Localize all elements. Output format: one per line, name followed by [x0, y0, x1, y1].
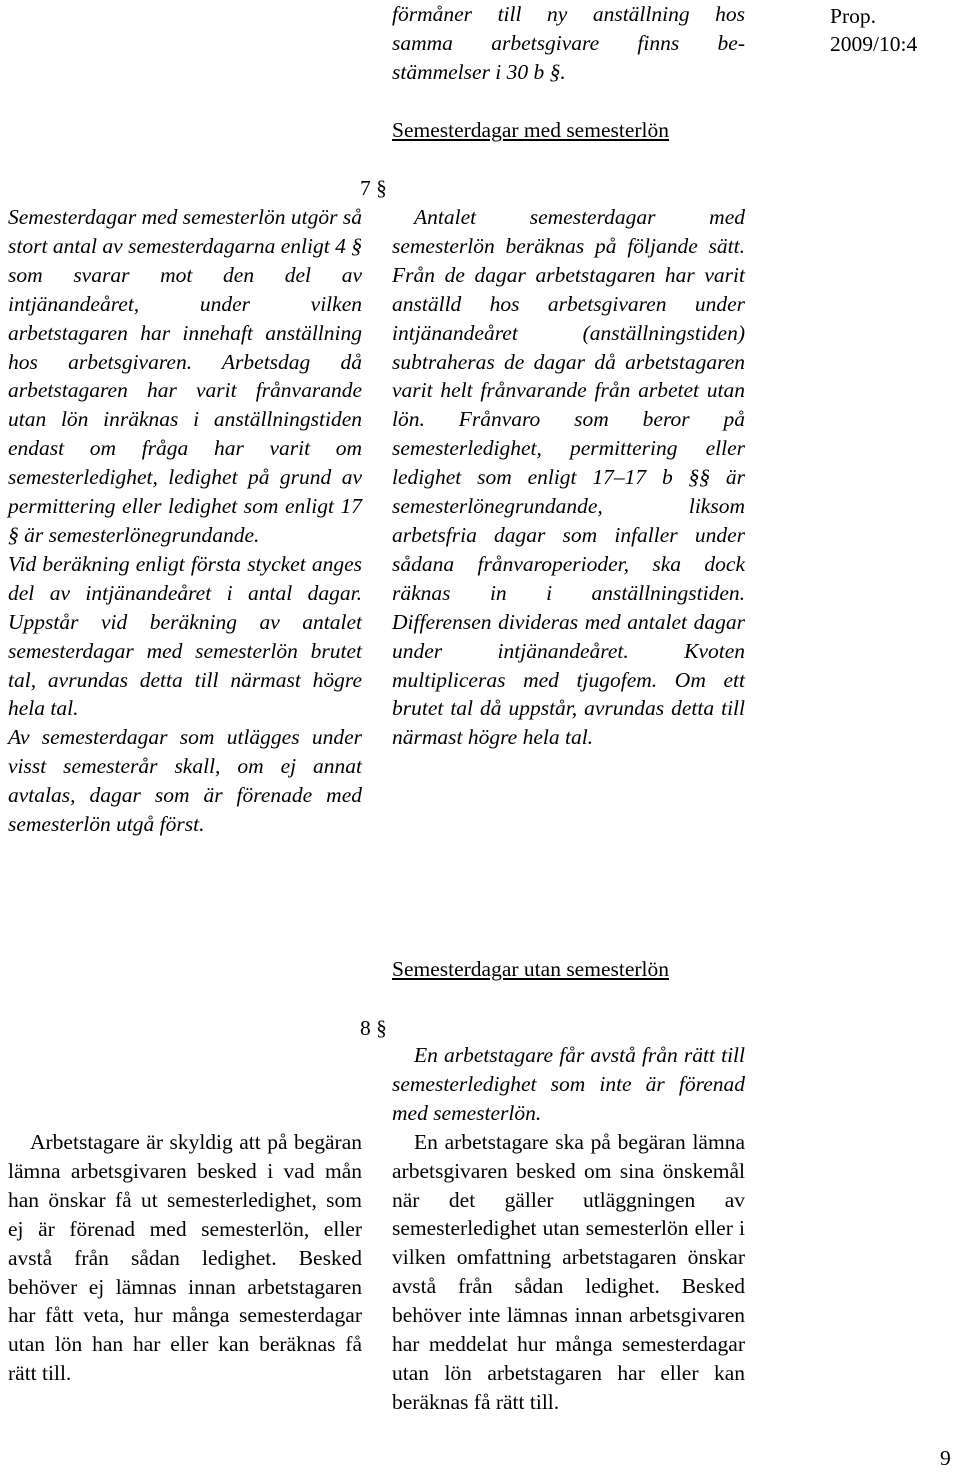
section-8-proposed-text [392, 1041, 745, 1417]
paragraph: Antalet semesterdagar med semesterlön beräknas på följande sätt. Från de dagar arbetstagaren har varit anställd hos arbetsgivaren under intjänandeåret (anställningstiden) subtraheras de dagar då arbetstagaren varit helt frånvarande från arbetet utan lön. Frånvaro som beror på semesterledighet, permittering eller ledighet som enligt 17–17 b §§ är semesterlönegrundande, liksom arbetsfria dagar som infaller under sådana frånvaroperioder, ska dock räknas in i anställningstiden. Differensen divideras med antalet dagar under intjänandeåret. Kvoten multipliceras med tjugofem. Om ett brutet tal då uppstår, avrundas detta till närmast högre hela tal. [392, 205, 745, 750]
section-7-proposed-text [392, 203, 745, 752]
top-continuation [392, 0, 745, 87]
paragraph: Av semesterdagar som utlägges under visst semesterår skall, om ej annat avtalas, dagar som är förenade med semesterlön utgå först. [8, 725, 362, 837]
paragraph: En arbetstagare ska på begäran lämna arbetsgivaren besked om sina önskemål när det gäller utläggningen av semesterledighet utan semesterlön eller i vilken omfattning arbetstagaren önskar avstå från sådan ledighet. Besked behöver inte lämnas innan arbetsgivaren har meddelat hur många semesterdagar utan lön arbetstagaren har eller kan beräknas få rätt till. [392, 1129, 745, 1414]
continuation-line: förmåner till ny anställning hos [392, 2, 745, 26]
paragraph: Arbetstagare är skyldig att på begäran lämna arbetsgivaren besked i vad mån han önskar få ut semesterledighet, som ej är förenad med semesterlön, eller avstå från sådan ledighet. Besked behöver ej lämnas innan arbetstagaren har fått veta, hur många semesterdagar utan lön han har eller kan beräknas få rätt till. [8, 1130, 362, 1386]
paragraph: En arbetstagare får avstå från rätt till semesterledighet som inte är förenad med semesterlön. [392, 1043, 745, 1125]
section-8-marker: 8 § [360, 1016, 387, 1040]
paragraph: Semesterdagar med semesterlön utgör så stort antal av semesterdagarna enligt 4 § som svarar mot den del av intjänandeåret, under vilken arbetstagaren har innehaft anställning hos arbetsgivaren. Arbetsdag då arbetstagaren har varit frånvarande utan lön inräknas i anställningstiden endast om fråga har varit om semesterledighet, ledighet på grund av permittering eller ledighet som enligt 17 § är semesterlönegrundande. [8, 205, 362, 547]
continuation-line: samma arbetsgivare finns be- [392, 30, 745, 55]
paragraph: Vid beräkning enligt första stycket anges del av intjänandeåret i antal dagar. Uppstår vid beräkning av antalet semesterdagar med semesterlön brutet tal, avrundas detta till närmast högre hela tal. [8, 551, 362, 721]
heading-semesterdagar-utan-semesterlon: Semesterdagar utan semesterlön [392, 957, 670, 981]
heading-semesterdagar-med-semesterlon: Semesterdagar med semesterlön [392, 118, 670, 142]
continuation-line: stämmelser i 30 b §. [392, 59, 566, 84]
proposition-reference: Prop. 2009/10:4 [830, 4, 918, 56]
section-7-current-text [8, 203, 362, 839]
page-number: 9 [940, 1446, 951, 1470]
section-7-marker: 7 § [360, 176, 387, 200]
section-8-current-text [8, 1128, 362, 1388]
